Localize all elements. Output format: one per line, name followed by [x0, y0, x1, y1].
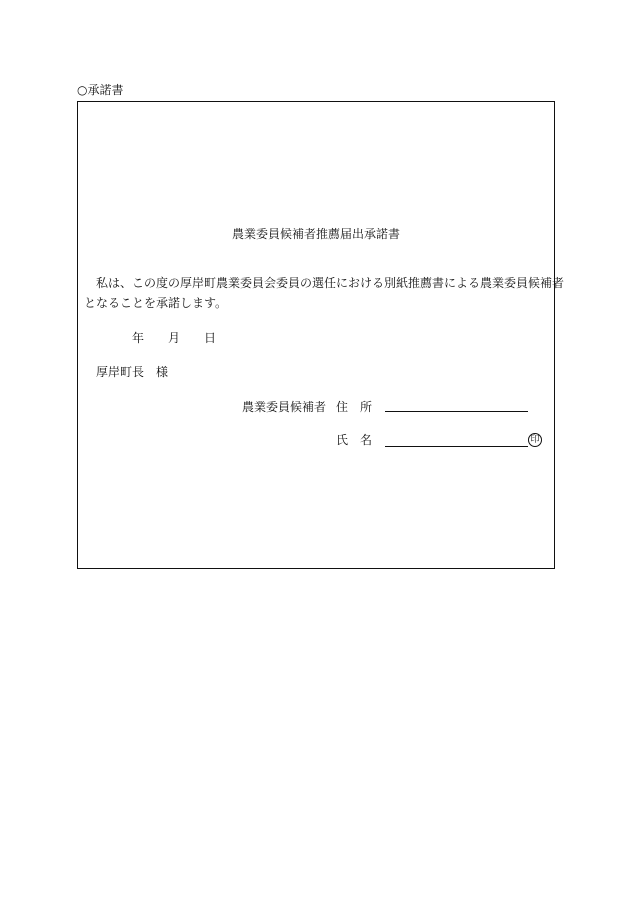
date-year-label: 年	[132, 331, 145, 345]
consent-form-box	[77, 101, 565, 569]
consent-statement-line-1: 私は、この度の厚岸町農業委員会委員の選任における別紙推薦書による農業委員候補者	[84, 276, 565, 290]
consent-statement-line-2: となることを承諾します。	[84, 296, 228, 310]
form-title: 農業委員候補者推薦届出承諾書	[231, 227, 400, 241]
name-label: 氏 名	[336, 433, 373, 447]
document-heading: ○承諾書	[77, 83, 124, 97]
seal-mark-icon: 印	[528, 433, 542, 447]
address-field-line	[385, 411, 528, 412]
addressee: 厚岸町長 様	[96, 365, 169, 379]
date-month-label: 月	[168, 331, 181, 345]
name-field-line	[385, 446, 528, 447]
date-row	[132, 331, 216, 345]
candidate-label: 農業委員候補者	[242, 400, 327, 414]
date-day-label: 日	[204, 331, 217, 345]
address-label: 住 所	[336, 400, 373, 414]
